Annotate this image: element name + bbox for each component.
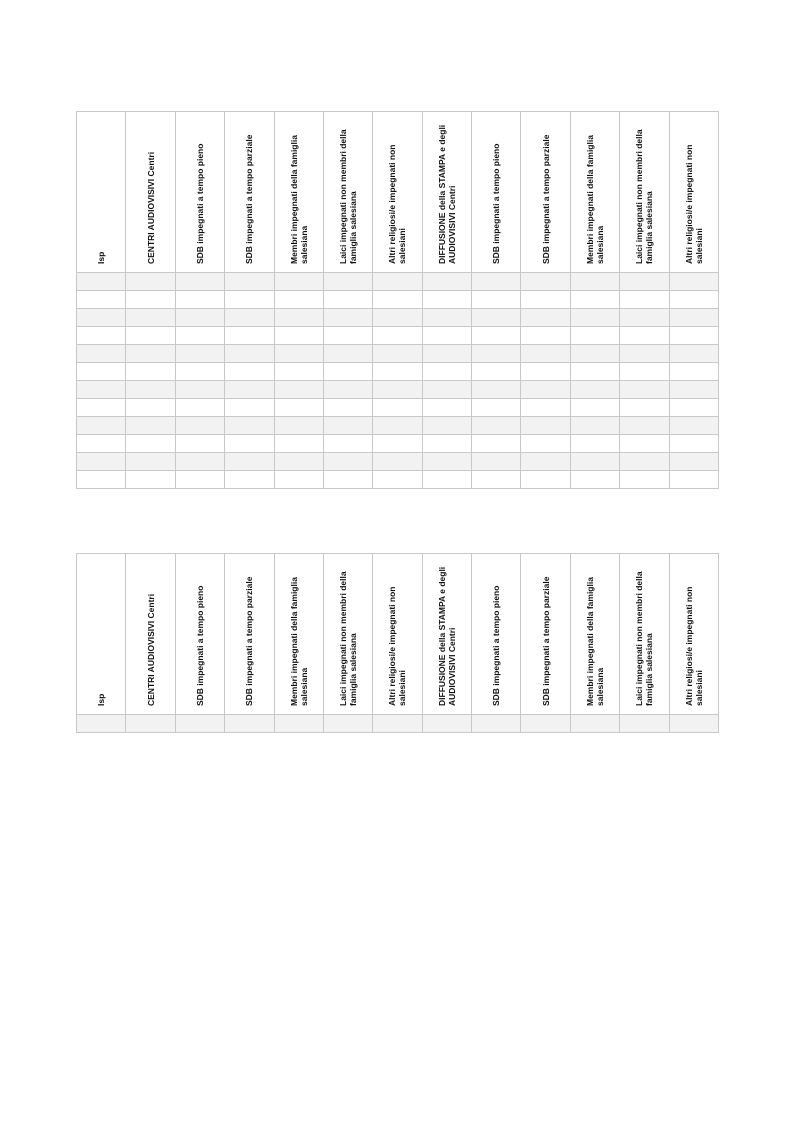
table-cell — [323, 453, 372, 471]
table-cell — [521, 273, 570, 291]
table-body — [77, 554, 719, 733]
column-header — [620, 554, 669, 715]
table-cell — [570, 273, 619, 291]
table-cell — [472, 453, 521, 471]
table-cell — [620, 381, 669, 399]
table-cell — [669, 471, 719, 489]
table-cell — [521, 345, 570, 363]
column-header — [373, 554, 422, 715]
table-cell — [373, 471, 422, 489]
table-cell — [570, 399, 619, 417]
table-cell — [77, 417, 126, 435]
table-cell — [225, 399, 274, 417]
column-header-label: SDB impegnati a tempo parziale — [540, 134, 551, 264]
table-cell — [175, 345, 224, 363]
column-header — [521, 554, 570, 715]
column-header-label: SDB impegnati a tempo pieno — [194, 143, 205, 264]
table-cell — [570, 291, 619, 309]
table-cell — [373, 327, 422, 345]
table-cell — [373, 453, 422, 471]
table-cell — [175, 417, 224, 435]
column-header — [669, 554, 719, 715]
table-cell — [620, 345, 669, 363]
table-row — [77, 715, 719, 733]
table-cell — [472, 345, 521, 363]
column-header-label: Membri impegnati della famiglia salesiana — [584, 577, 605, 706]
table-cell — [274, 381, 323, 399]
column-header — [77, 112, 126, 273]
table-cell — [521, 291, 570, 309]
table-cell — [77, 471, 126, 489]
table-cell — [77, 291, 126, 309]
table-cell — [323, 399, 372, 417]
column-header — [175, 112, 224, 273]
table-body — [77, 112, 719, 489]
table-cell — [274, 417, 323, 435]
column-header-label: Altri religiosi/e impegnati non salesiani — [387, 144, 408, 264]
table-cell — [570, 453, 619, 471]
table-cell — [274, 327, 323, 345]
table-cell — [669, 291, 719, 309]
table-cell — [472, 381, 521, 399]
table-cell — [323, 715, 372, 733]
table-cell — [175, 291, 224, 309]
table-cell — [521, 471, 570, 489]
column-header — [422, 112, 471, 273]
table-cell — [373, 381, 422, 399]
table-cell — [323, 273, 372, 291]
table-cell — [126, 345, 175, 363]
table-cell — [620, 715, 669, 733]
table-cell — [126, 715, 175, 733]
column-header — [620, 112, 669, 273]
table-cell — [77, 715, 126, 733]
table-cell — [422, 381, 471, 399]
table-cell — [175, 471, 224, 489]
table-cell — [126, 453, 175, 471]
column-header-label: Laici impegnati non membri della famiglia salesiana — [338, 129, 359, 264]
table-cell — [521, 435, 570, 453]
table-row — [77, 417, 719, 435]
column-header-label: Altri religiosi/e impegnati non salesiani — [683, 144, 704, 264]
table-cell — [669, 399, 719, 417]
table-cell — [472, 417, 521, 435]
table-cell — [77, 327, 126, 345]
table-cell — [472, 327, 521, 345]
column-header — [472, 112, 521, 273]
table-cell — [472, 471, 521, 489]
table-cell — [620, 363, 669, 381]
table-cell — [472, 399, 521, 417]
table-cell — [521, 417, 570, 435]
table-cell — [669, 715, 719, 733]
table-cell — [274, 435, 323, 453]
column-header-label: CENTRI AUDIOVISIVI Centri — [145, 151, 156, 264]
table-cell — [373, 273, 422, 291]
column-header-label: Membri impegnati della famiglia salesiana — [288, 577, 309, 706]
table-cell — [175, 435, 224, 453]
table-cell — [570, 471, 619, 489]
column-header-label: Isp — [96, 251, 107, 264]
data-table-totals — [76, 553, 719, 733]
table-cell — [323, 381, 372, 399]
table-cell — [77, 273, 126, 291]
table-cell — [472, 273, 521, 291]
table-cell — [175, 327, 224, 345]
table-cell — [422, 715, 471, 733]
column-header — [126, 554, 175, 715]
table-cell — [126, 309, 175, 327]
table-cell — [323, 309, 372, 327]
table-cell — [225, 363, 274, 381]
table-cell — [175, 715, 224, 733]
table-row — [77, 273, 719, 291]
data-table-main — [76, 111, 719, 489]
table-cell — [373, 715, 422, 733]
table-cell — [620, 435, 669, 453]
table-cell — [570, 417, 619, 435]
table-cell — [274, 309, 323, 327]
table-cell — [126, 363, 175, 381]
table-cell — [373, 399, 422, 417]
column-header-label: Membri impegnati della famiglia salesiana — [288, 135, 309, 264]
table-cell — [422, 453, 471, 471]
table-cell — [274, 291, 323, 309]
table-cell — [669, 327, 719, 345]
table-cell — [323, 417, 372, 435]
table-cell — [570, 363, 619, 381]
table-cell — [274, 453, 323, 471]
table-cell — [323, 435, 372, 453]
table-row — [77, 453, 719, 471]
table-cell — [373, 417, 422, 435]
table-cell — [373, 363, 422, 381]
table-cell — [620, 327, 669, 345]
table-cell — [422, 471, 471, 489]
table-cell — [126, 381, 175, 399]
table-cell — [620, 291, 669, 309]
table-cell — [323, 291, 372, 309]
table-cell — [620, 309, 669, 327]
table-cell — [175, 309, 224, 327]
table-cell — [77, 381, 126, 399]
table-cell — [274, 399, 323, 417]
table-cell — [472, 309, 521, 327]
column-header — [274, 554, 323, 715]
table-cell — [373, 435, 422, 453]
column-header-label: Isp — [96, 693, 107, 706]
table-cell — [225, 417, 274, 435]
column-header-label: Laici impegnati non membri della famiglia salesiana — [634, 129, 655, 264]
table-cell — [669, 363, 719, 381]
column-header-label: Altri religiosi/e impegnati non salesiani — [683, 586, 704, 706]
column-header-label: Membri impegnati della famiglia salesiana — [584, 135, 605, 264]
table-cell — [126, 471, 175, 489]
table-cell — [225, 471, 274, 489]
table-cell — [620, 453, 669, 471]
table-row — [77, 327, 719, 345]
table-cell — [570, 345, 619, 363]
table-row — [77, 309, 719, 327]
table-cell — [472, 715, 521, 733]
column-header-label: SDB impegnati a tempo parziale — [244, 576, 255, 706]
column-header — [521, 112, 570, 273]
table-row — [77, 399, 719, 417]
table-cell — [126, 327, 175, 345]
table-cell — [669, 273, 719, 291]
table-cell — [323, 471, 372, 489]
table-cell — [570, 715, 619, 733]
table-cell — [126, 273, 175, 291]
column-header-label: SDB impegnati a tempo pieno — [194, 585, 205, 706]
table-cell — [570, 381, 619, 399]
column-header — [175, 554, 224, 715]
table-cell — [225, 291, 274, 309]
column-header-label: Laici impegnati non membri della famiglia salesiana — [338, 571, 359, 706]
table-cell — [422, 327, 471, 345]
table-cell — [77, 399, 126, 417]
table-cell — [126, 399, 175, 417]
table-cell — [570, 327, 619, 345]
table-cell — [225, 309, 274, 327]
column-header-label: SDB impegnati a tempo pieno — [491, 143, 502, 264]
table-row — [77, 363, 719, 381]
table-row — [77, 435, 719, 453]
table-row — [77, 291, 719, 309]
column-header-label: CENTRI AUDIOVISIVI Centri — [145, 593, 156, 706]
table-cell — [521, 327, 570, 345]
column-header — [422, 554, 471, 715]
table-cell — [620, 417, 669, 435]
table-cell — [422, 309, 471, 327]
column-header — [373, 112, 422, 273]
table-cell — [620, 471, 669, 489]
table-row — [77, 345, 719, 363]
table-cell — [472, 291, 521, 309]
table-cell — [669, 345, 719, 363]
table-cell — [225, 327, 274, 345]
column-header — [225, 554, 274, 715]
header-row — [77, 112, 719, 273]
table-cell — [126, 291, 175, 309]
column-header — [570, 112, 619, 273]
table-cell — [77, 435, 126, 453]
column-header-label: SDB impegnati a tempo parziale — [540, 576, 551, 706]
table-cell — [77, 345, 126, 363]
table-cell — [175, 381, 224, 399]
table-cell — [570, 435, 619, 453]
column-header — [77, 554, 126, 715]
table-cell — [669, 453, 719, 471]
table-cell — [77, 453, 126, 471]
table-cell — [274, 345, 323, 363]
table-cell — [225, 381, 274, 399]
table-cell — [323, 327, 372, 345]
table-cell — [570, 309, 619, 327]
column-header-label: DIFFUSIONE della STAMPA e degli AUDIOVISIVI Centri — [436, 124, 457, 264]
table-row — [77, 381, 719, 399]
column-header-label: Altri religiosi/e impegnati non salesiani — [387, 586, 408, 706]
table-cell — [472, 363, 521, 381]
table-cell — [373, 309, 422, 327]
table-cell — [422, 291, 471, 309]
table-cell — [274, 363, 323, 381]
table-cell — [422, 363, 471, 381]
column-header-label: SDB impegnati a tempo parziale — [244, 134, 255, 264]
table-cell — [521, 399, 570, 417]
table-cell — [175, 363, 224, 381]
table-cell — [620, 399, 669, 417]
table-cell — [225, 453, 274, 471]
table-cell — [422, 345, 471, 363]
column-header-label: DIFFUSIONE della STAMPA e degli AUDIOVISIVI Centri — [436, 566, 457, 706]
table-cell — [373, 345, 422, 363]
column-header — [669, 112, 719, 273]
table-cell — [126, 435, 175, 453]
header-row — [77, 554, 719, 715]
column-header — [323, 112, 372, 273]
table-cell — [422, 435, 471, 453]
table-cell — [225, 715, 274, 733]
column-header — [323, 554, 372, 715]
column-header — [274, 112, 323, 273]
table-cell — [669, 417, 719, 435]
table-cell — [422, 273, 471, 291]
table-cell — [521, 363, 570, 381]
table-row — [77, 471, 719, 489]
column-header — [225, 112, 274, 273]
table-cell — [422, 399, 471, 417]
column-header-label: Laici impegnati non membri della famiglia salesiana — [634, 571, 655, 706]
table-cell — [521, 381, 570, 399]
table-cell — [77, 363, 126, 381]
table-cell — [620, 273, 669, 291]
column-header — [472, 554, 521, 715]
column-header — [570, 554, 619, 715]
table-cell — [225, 273, 274, 291]
table-cell — [521, 715, 570, 733]
table-cell — [225, 345, 274, 363]
table-cell — [175, 453, 224, 471]
table-cell — [472, 435, 521, 453]
table-cell — [669, 435, 719, 453]
table-cell — [175, 273, 224, 291]
table-cell — [175, 399, 224, 417]
table-cell — [323, 363, 372, 381]
table-cell — [274, 715, 323, 733]
table-cell — [126, 417, 175, 435]
table-cell — [77, 309, 126, 327]
column-header-label: SDB impegnati a tempo pieno — [491, 585, 502, 706]
table-cell — [323, 345, 372, 363]
table-cell — [274, 273, 323, 291]
table-cell — [669, 381, 719, 399]
table-cell — [521, 309, 570, 327]
column-header — [126, 112, 175, 273]
table-cell — [521, 453, 570, 471]
table-cell — [669, 309, 719, 327]
table-cell — [373, 291, 422, 309]
table-cell — [225, 435, 274, 453]
table-cell — [422, 417, 471, 435]
table-cell — [274, 471, 323, 489]
